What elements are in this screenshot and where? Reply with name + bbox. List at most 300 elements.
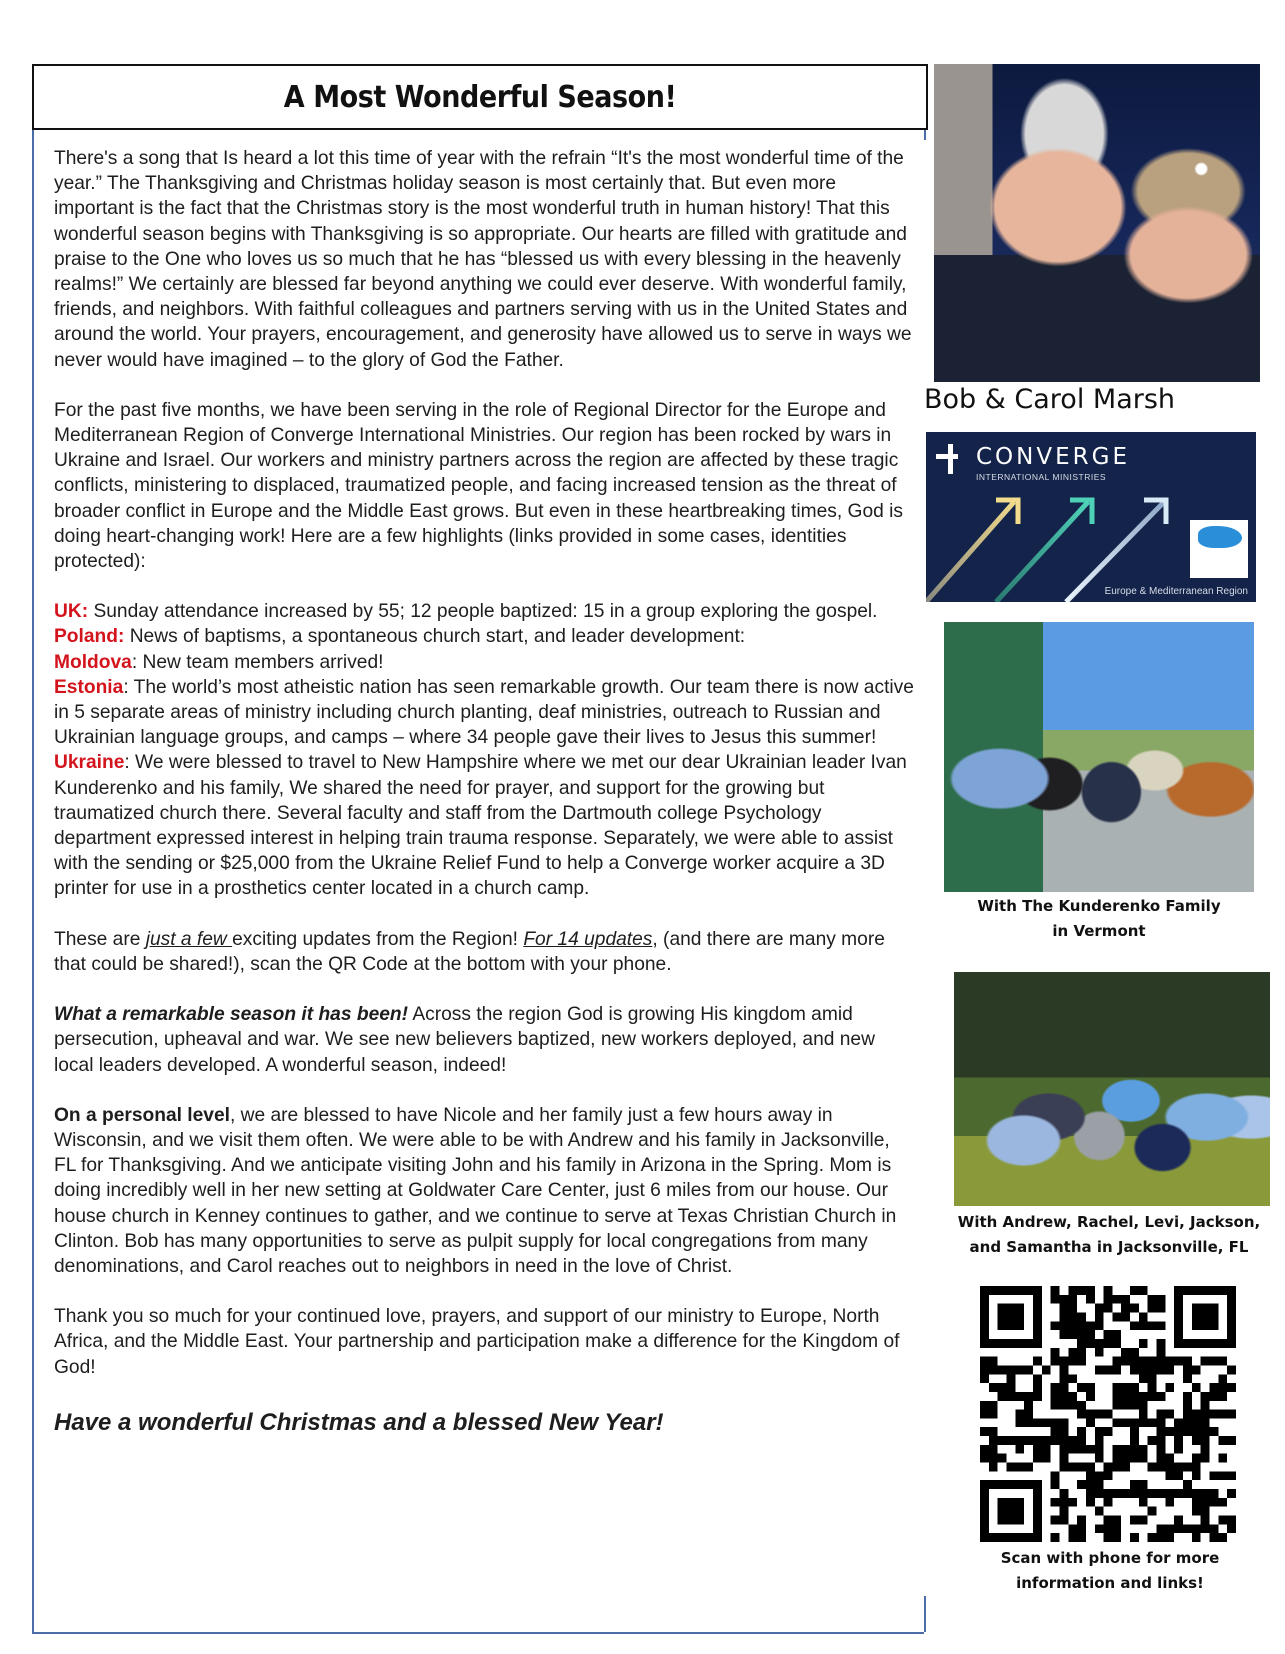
qr-module [1095, 1489, 1104, 1498]
qr-module [1192, 1471, 1201, 1480]
region-paragraph: For the past five months, we have been serving in the role of Regional Director for the Europe and Mediterranean Region of Converge International Ministries. Our region has been rocked by wars in Ukraine and Israel. Our workers and ministry partners across the region are affected by these tragic conflicts, ministering to displaced, traumatized people, and facing increased tension as the threat of broader conflict in Europe and the Middle East grows. But even in these heartbreaking times, God is doing heart-changing work! Here are a few highlights (links provided in some cases, identities protected): [54, 399, 903, 573]
qr-module [1201, 1410, 1210, 1419]
qr-module [1086, 1330, 1095, 1339]
qr-module [1104, 1295, 1113, 1304]
logo-subtitle: INTERNATIONAL MINISTRIES [976, 472, 1107, 482]
qr-module [989, 1463, 998, 1472]
qr-module [1148, 1533, 1157, 1542]
qr-module [1139, 1418, 1148, 1427]
qr-module [1077, 1410, 1086, 1419]
qr-module [1157, 1348, 1166, 1357]
qr-module [1112, 1533, 1121, 1542]
qr-module [1139, 1286, 1148, 1295]
qr-module [1077, 1524, 1086, 1533]
qr-module [1024, 1392, 1033, 1401]
qr-module [1051, 1286, 1060, 1295]
qr-module [1086, 1392, 1095, 1401]
qr-module [1095, 1312, 1104, 1321]
qr-module [1112, 1524, 1121, 1533]
qr-module [1104, 1498, 1113, 1507]
qr-module [1051, 1418, 1060, 1427]
qr-module [1112, 1463, 1121, 1472]
qr-module [1174, 1436, 1183, 1445]
qr-module [1210, 1498, 1219, 1507]
qr-module [1104, 1410, 1113, 1419]
qr-module [1183, 1410, 1192, 1419]
couple-photo [934, 64, 1260, 382]
qr-module [1157, 1489, 1166, 1498]
highlight-item-ukraine: Ukraine: We were blessed to travel to New Hampshire where we met our dear Ukrainian leader Ivan Kunderenko and his family, We shared the need for prayer, and support for the growing but traumatized church there. Several faculty and staff from the Dartmouth college Psychology department expressed interest in helping train trauma response. Separately, we were able to assist with the sending or $25,000 from the Ukraine Relief Fund to help a Converge worker acquire a 3D printer for use in a prosthetics center located in a church camp. [54, 752, 907, 900]
qr-module [1165, 1489, 1174, 1498]
qr-module [998, 1454, 1007, 1463]
qr-module [1068, 1498, 1077, 1507]
qr-module [1086, 1286, 1095, 1295]
qr-module [1139, 1392, 1148, 1401]
qr-module [1227, 1489, 1236, 1498]
qr-module [1033, 1374, 1042, 1383]
qr-module [1192, 1507, 1201, 1516]
qr-module [989, 1436, 998, 1445]
qr-module [1218, 1516, 1227, 1525]
newsletter-body [54, 146, 914, 1460]
qr-module [1095, 1321, 1104, 1330]
qr-module [1068, 1321, 1077, 1330]
qr-module [1192, 1454, 1201, 1463]
qr-module [1059, 1445, 1068, 1454]
qr-module [1148, 1374, 1157, 1383]
qr-module [1077, 1480, 1086, 1489]
qr-module [1051, 1427, 1060, 1436]
qr-module [1051, 1401, 1060, 1410]
qr-module [1086, 1489, 1095, 1498]
qr-module [1139, 1357, 1148, 1366]
region-map-icon [1190, 520, 1248, 578]
qr-module [1148, 1295, 1157, 1304]
qr-module [1086, 1321, 1095, 1330]
qr-module [1077, 1357, 1086, 1366]
qr-module [1139, 1454, 1148, 1463]
qr-module [1201, 1436, 1210, 1445]
qr-module [1015, 1410, 1024, 1419]
qr-module [1077, 1445, 1086, 1454]
qr-module [1033, 1392, 1042, 1401]
qr-module [1227, 1383, 1236, 1392]
qr-module [1183, 1357, 1192, 1366]
qr-module [1051, 1348, 1060, 1357]
qr-module [1077, 1383, 1086, 1392]
qr-module [1095, 1436, 1104, 1445]
qr-module [1033, 1445, 1042, 1454]
qr-module [1112, 1330, 1121, 1339]
qr-module [1165, 1365, 1174, 1374]
qr-module [1033, 1357, 1042, 1366]
qr-module [1112, 1357, 1121, 1366]
qr-module [1183, 1463, 1192, 1472]
qr-module [1139, 1489, 1148, 1498]
qr-module [1095, 1524, 1104, 1533]
qr-module [1165, 1524, 1174, 1533]
qr-module [1104, 1286, 1113, 1295]
highlights-list [54, 599, 914, 901]
qr-module [1051, 1357, 1060, 1366]
qr-module [1086, 1445, 1095, 1454]
remarkable-paragraph: What a remarkable season it has been! Across the region God is growing His kingdom amid persecution, upheaval and war. We see new believers baptized, new workers deployed, and new local leaders developed. A wonderful season, indeed! [54, 1004, 875, 1076]
qr-module [1024, 1436, 1033, 1445]
title-box [32, 64, 928, 130]
qr-module [1130, 1365, 1139, 1374]
qr-module [980, 1357, 989, 1366]
qr-module [1112, 1418, 1121, 1427]
qr-module [1148, 1463, 1157, 1472]
qr-module [1006, 1365, 1015, 1374]
qr-module [1059, 1463, 1068, 1472]
qr-module [1024, 1365, 1033, 1374]
qr-code-icon [980, 1286, 1236, 1542]
qr-module [998, 1498, 1024, 1524]
qr-module [1121, 1312, 1130, 1321]
qr-module [1148, 1365, 1157, 1374]
qr-module [1104, 1365, 1113, 1374]
qr-module [1139, 1339, 1148, 1348]
qr-module [1165, 1463, 1174, 1472]
qr-module [1086, 1295, 1095, 1304]
updates-link[interactable]: For 14 updates [523, 928, 653, 950]
qr-module [1104, 1330, 1113, 1339]
frame-tick [924, 1596, 926, 1632]
qr-module [1174, 1357, 1183, 1366]
qr-module [1139, 1498, 1148, 1507]
qr-module [1157, 1410, 1166, 1419]
qr-module [1077, 1339, 1086, 1348]
qr-module [1033, 1418, 1042, 1427]
qr-module [980, 1365, 989, 1374]
qr-code[interactable] [980, 1286, 1236, 1542]
qr-module [1157, 1524, 1166, 1533]
qr-module [1006, 1392, 1015, 1401]
qr-module [1042, 1454, 1051, 1463]
qr-module [1192, 1489, 1201, 1498]
qr-module [1183, 1374, 1192, 1383]
qr-module [1218, 1454, 1227, 1463]
qr-module [1157, 1436, 1166, 1445]
qr-module [1183, 1427, 1192, 1436]
qr-module [1183, 1392, 1192, 1401]
qr-module [1024, 1401, 1033, 1410]
qr-module [1059, 1365, 1068, 1374]
qr-module [1165, 1383, 1174, 1392]
qr-module [1112, 1392, 1121, 1401]
qr-module [1201, 1454, 1210, 1463]
qr-module [1006, 1383, 1015, 1392]
qr-module [1130, 1383, 1139, 1392]
qr-module [1201, 1524, 1210, 1533]
qr-module [1192, 1463, 1201, 1472]
qr-module [1112, 1454, 1121, 1463]
qr-module [1068, 1436, 1077, 1445]
qr-module [1201, 1427, 1210, 1436]
qr-module [1051, 1516, 1060, 1525]
qr-module [1130, 1401, 1139, 1410]
qr-module [1174, 1418, 1183, 1427]
just-a-few-link[interactable]: just a few [145, 928, 233, 950]
qr-module [1130, 1392, 1139, 1401]
qr-module [1086, 1410, 1095, 1419]
qr-module [1174, 1445, 1183, 1454]
qr-module [1218, 1392, 1227, 1401]
qr-module [1157, 1365, 1166, 1374]
qr-module [1086, 1339, 1095, 1348]
qr-module [1068, 1401, 1077, 1410]
qr-module [1210, 1524, 1219, 1533]
qr-module [1015, 1392, 1024, 1401]
qr-module [1068, 1304, 1077, 1313]
qr-module [1139, 1410, 1148, 1419]
qr-module [1139, 1516, 1148, 1525]
qr-module [1165, 1357, 1174, 1366]
qr-module [998, 1392, 1007, 1401]
qr-module [1068, 1295, 1077, 1304]
qr-module [1121, 1295, 1130, 1304]
qr-module [1015, 1463, 1024, 1472]
qr-module [1104, 1339, 1113, 1348]
qr-module [1121, 1401, 1130, 1410]
qr-module [1051, 1498, 1060, 1507]
qr-module [1192, 1410, 1201, 1419]
qr-module [1077, 1401, 1086, 1410]
qr-module [1059, 1374, 1068, 1383]
qr-module [998, 1436, 1007, 1445]
qr-module [1051, 1392, 1060, 1401]
qr-module [1006, 1436, 1015, 1445]
qr-module [1112, 1516, 1121, 1525]
qr-module [1112, 1489, 1121, 1498]
qr-module [1059, 1401, 1068, 1410]
qr-module [1227, 1516, 1236, 1525]
qr-module [1068, 1445, 1077, 1454]
qr-module [1192, 1427, 1201, 1436]
qr-module [1042, 1445, 1051, 1454]
qr-module [998, 1304, 1024, 1330]
qr-caption: Scan with phone for more information and links! [1000, 1549, 1220, 1592]
qr-module [1130, 1533, 1139, 1542]
country-label: Moldova [54, 651, 132, 673]
qr-module [1033, 1383, 1042, 1392]
qr-module [1059, 1392, 1068, 1401]
qr-module [1121, 1454, 1130, 1463]
qr-module [1121, 1383, 1130, 1392]
qr-module [1024, 1418, 1033, 1427]
qr-module [1157, 1418, 1166, 1427]
qr-module [1095, 1445, 1104, 1454]
jacksonville-caption: With Andrew, Rachel, Levi, Jackson, and Samantha in Jacksonville, FL [957, 1213, 1261, 1256]
qr-module [1210, 1489, 1219, 1498]
qr-module [1130, 1286, 1139, 1295]
qr-module [1201, 1418, 1210, 1427]
qr-module [1218, 1357, 1227, 1366]
qr-module [1165, 1533, 1174, 1542]
qr-module [1192, 1418, 1201, 1427]
qr-module [1077, 1330, 1086, 1339]
qr-module [1068, 1348, 1077, 1357]
qr-module [1095, 1471, 1104, 1480]
qr-module [1121, 1392, 1130, 1401]
qr-module [1068, 1312, 1077, 1321]
qr-module [1121, 1357, 1130, 1366]
qr-module [1183, 1524, 1192, 1533]
qr-module [1042, 1365, 1051, 1374]
qr-module [1051, 1533, 1060, 1542]
logo-brand: CONVERGE [976, 444, 1130, 470]
qr-module [1104, 1516, 1113, 1525]
qr-module [1068, 1357, 1077, 1366]
qr-module [989, 1383, 998, 1392]
qr-module [1165, 1410, 1174, 1419]
qr-module [1192, 1383, 1201, 1392]
qr-module [1059, 1498, 1068, 1507]
qr-module [1201, 1489, 1210, 1498]
qr-module [1051, 1321, 1060, 1330]
qr-module [1192, 1365, 1201, 1374]
qr-module [1183, 1418, 1192, 1427]
qr-module [1095, 1427, 1104, 1436]
qr-module [1130, 1516, 1139, 1525]
qr-module [1148, 1436, 1157, 1445]
qr-module [1210, 1533, 1219, 1542]
qr-module [1077, 1436, 1086, 1445]
qr-module [1157, 1321, 1166, 1330]
qr-module [1218, 1410, 1227, 1419]
qr-module [1148, 1392, 1157, 1401]
qr-module [1139, 1374, 1148, 1383]
qr-module [1059, 1436, 1068, 1445]
qr-module [1201, 1507, 1210, 1516]
qr-module [1068, 1533, 1077, 1542]
qr-module [1077, 1312, 1086, 1321]
qr-module [1068, 1392, 1077, 1401]
qr-module [1104, 1471, 1113, 1480]
qr-module [1086, 1480, 1095, 1489]
qr-module [1157, 1463, 1166, 1472]
qr-module [1139, 1480, 1148, 1489]
closing-greeting: Have a wonderful Christmas and a blessed New Year! [54, 1408, 664, 1436]
qr-module [1006, 1463, 1015, 1472]
qr-module [1015, 1445, 1024, 1454]
qr-module [1042, 1436, 1051, 1445]
qr-module [1157, 1533, 1166, 1542]
qr-module [989, 1401, 998, 1410]
qr-module [1068, 1330, 1077, 1339]
qr-module [1059, 1418, 1068, 1427]
qr-module [998, 1383, 1007, 1392]
qr-module [1192, 1304, 1218, 1330]
qr-module [1068, 1286, 1077, 1295]
qr-module [1112, 1383, 1121, 1392]
qr-module [1174, 1471, 1183, 1480]
qr-module [1095, 1304, 1104, 1313]
qr-module [1059, 1489, 1068, 1498]
qr-module [1148, 1357, 1157, 1366]
qr-module [1139, 1312, 1148, 1321]
qr-module [989, 1427, 998, 1436]
qr-module [980, 1410, 989, 1419]
qr-module [1201, 1401, 1210, 1410]
qr-module [1077, 1348, 1086, 1357]
qr-module [1227, 1524, 1236, 1533]
qr-module [1130, 1445, 1139, 1454]
qr-module [1059, 1330, 1068, 1339]
qr-module [1112, 1401, 1121, 1410]
qr-module [1024, 1410, 1033, 1419]
qr-module [1227, 1471, 1236, 1480]
qr-module [1210, 1357, 1219, 1366]
qr-module [1059, 1357, 1068, 1366]
qr-module [1218, 1374, 1227, 1383]
qr-module [1059, 1383, 1068, 1392]
qr-module [1095, 1365, 1104, 1374]
qr-module [1130, 1418, 1139, 1427]
qr-module [1192, 1498, 1201, 1507]
qr-module [1130, 1348, 1139, 1357]
qr-module [1059, 1454, 1068, 1463]
qr-module [1104, 1463, 1113, 1472]
qr-module [1059, 1304, 1068, 1313]
qr-module [1086, 1463, 1095, 1472]
highlight-item-uk: UK: Sunday attendance increased by 55; 12 people baptized: 15 in a group exploring the gospel. [54, 601, 878, 623]
qr-module [1157, 1454, 1166, 1463]
qr-module [1095, 1348, 1104, 1357]
qr-module [1086, 1498, 1095, 1507]
highlight-item-poland: Poland: News of baptisms, a spontaneous church start, and leader development: [54, 626, 746, 648]
qr-module [1165, 1427, 1174, 1436]
country-label: Poland: [54, 626, 125, 648]
qr-module [1068, 1374, 1077, 1383]
qr-module [1157, 1427, 1166, 1436]
thanks-paragraph: Thank you so much for your continued love, prayers, and support of our ministry to Europe, North Africa, and the Middle East. Your partnership and participation make a difference for the Kingdom of God! [54, 1306, 900, 1378]
qr-module [1059, 1312, 1068, 1321]
qr-module [1130, 1357, 1139, 1366]
qr-module [1112, 1365, 1121, 1374]
qr-module [1033, 1454, 1042, 1463]
qr-module [1157, 1295, 1166, 1304]
qr-module [1218, 1533, 1227, 1542]
qr-module [1112, 1312, 1121, 1321]
qr-module [1059, 1295, 1068, 1304]
qr-module [1086, 1471, 1095, 1480]
qr-module [1210, 1410, 1219, 1419]
qr-module [1148, 1507, 1157, 1516]
qr-module [998, 1365, 1007, 1374]
qr-module [1227, 1365, 1236, 1374]
qr-module [1192, 1533, 1201, 1542]
qr-module [1183, 1401, 1192, 1410]
qr-module [1130, 1480, 1139, 1489]
qr-module [980, 1454, 989, 1463]
qr-module [1130, 1427, 1139, 1436]
qr-module [1015, 1418, 1024, 1427]
qr-module [1059, 1321, 1068, 1330]
qr-module [1033, 1436, 1042, 1445]
logo-region: Europe & Mediterranean Region [1104, 586, 1248, 597]
updates-paragraph: These are just a few exciting updates from the Region! For 14 updates, (and there are many more that could be shared!), scan the QR Code at the bottom with your phone. [54, 928, 885, 975]
qr-module [1139, 1365, 1148, 1374]
qr-module [1174, 1489, 1183, 1498]
qr-module [1051, 1295, 1060, 1304]
qr-module [1148, 1383, 1157, 1392]
qr-module [1095, 1339, 1104, 1348]
qr-module [1112, 1445, 1121, 1454]
qr-module [1068, 1524, 1077, 1533]
qr-module [1227, 1410, 1236, 1419]
